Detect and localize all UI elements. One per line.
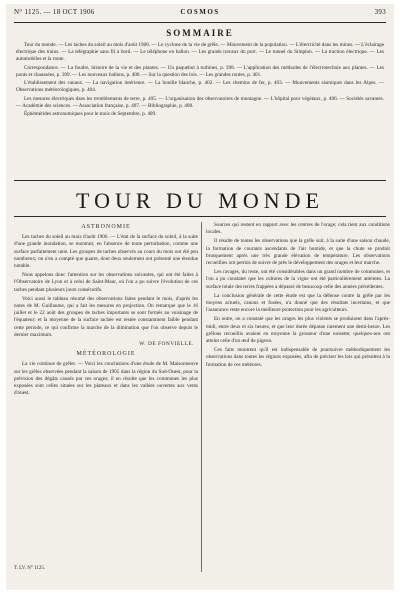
article-paragraph: Les taches du soleil au mois d'août 1906. — L'état de la surface du soleil, à la suite d'une grande inondation, se montrait, en l'absence de toute perturbation, comme une surface parfaitement unie. Les groupes de taches observés au cours du mois ont été peu nombreux; on n'en a compté que quatre, dont deux seulement ont présenté une étendue notable.	[14, 234, 198, 270]
sommaire-paragraph: Les mesures électriques dans les tremblements de terre, p. 405. — L'organisation des observatoires de montagne. — L'hôpital pour végétaux, p. 406. — Sociétés savantes. — Académie des sciences. — Association française, p. 407. — Bibliographie, p. 408.	[16, 95, 384, 109]
sommaire-paragraph: Tour du monde. — Les taches du soleil au mois d'août 1906. — Le cyclone de la vie de grêle. — Mouvement de la population. — L'électricité dans les mines. — L'éclairage électrique des trains. — La télégraphie sans fil à bord. — Le téléphone en ballon. — Les grands travaux du port. — Le tunnel du Simplon. — La traction électrique. — Les automobiles et la route.	[16, 42, 384, 62]
sommaire-paragraph: Éphémérides astronomiques pour le mois de Septembre, p. 409.	[24, 111, 157, 117]
astronomy-heading: ASTRONOMIE	[81, 224, 131, 230]
meteorology-heading: MÉTÉOROLOGIE	[76, 351, 136, 358]
sommaire-text	[16, 42, 384, 178]
sommaire-paragraph: Correspondance. — La foudre, histoire de la vie et des plantes. — Un paquebot à turbines, p. 398. — L'application des méthodes de l'électrotechnie aux plantes. — Les ponts et chaussées, p. 399. — Les nouveaux ballons, p. 400. — Sur la question des lois. — Les grandes routes, p. 401.	[16, 64, 384, 78]
right-column	[206, 222, 390, 572]
header-rule	[14, 22, 386, 23]
page-number: 393	[374, 8, 386, 16]
journal-title: COSMOS	[180, 8, 220, 16]
article-paragraph: Sources qui restent en rapport avec les centres de l'orage; cela tient aux conditions locales.	[206, 222, 390, 236]
section-title: TOUR DU MONDE	[76, 188, 324, 213]
article-paragraph: La vie continue de grêler. — Voici les conclusions d'une étude de M. Maisonneuve sur les grêles observées pendant la saison de 1905 dans la région du Sud-Ouest, pour la prévision des dégâts causés par ces orages; il en résulte que les communes les plus exposées sont celles situées sur les plateaux et dans les vallées ouvertes aux vents d'ouest.	[14, 361, 198, 397]
sommaire-heading: SOMMAIRE	[166, 28, 234, 38]
section-rule	[14, 216, 386, 217]
article-paragraph: Nous appelons donc l'attention sur les observations suivantes, qui ont été faites à l'Observatoire de Lyon et à celui de Saint-Maur, où l'on a pu suivre l'évolution de ces taches pendant plusieurs jours consécutifs.	[14, 272, 198, 293]
column-divider	[201, 222, 202, 572]
article-paragraph: En outre, on a constaté que les orages les plus violents se produisent dans l'après-midi, entre deux et six heures, et que leur durée dépasse rarement une demi-heure. Les grêlons recueillis avaient en moyenne la grosseur d'une noisette; quelques-uns ont atteint celle d'un œuf de pigeon.	[206, 316, 390, 345]
article-paragraph: La conclusion générale de cette étude est que la défense contre la grêle par les moyens actuels, canons et fusées, n'a donné que des résultats incertains, et que l'assurance reste encore la meilleure protection pour les agriculteurs.	[206, 292, 390, 314]
article-paragraph: Les ravages, du reste, ont été considérables dans un grand nombre de communes, et l'on a pu constater que les cultures de la vigne ont été particulièrement atteintes. La surface totale des terres frappées a dépassé de beaucoup celle des années précédentes.	[206, 269, 390, 290]
article-paragraph: Voici aussi le tableau résumé des observations faites pendant le mois, d'après les notes de M. Guillaume, qui a fait les mesures en projection. On remarque que le 16 juillet et le 22 août des groupes de taches importants se sont formés au voisinage de l'équateur; et la moyenne de la surface tachée est restée constamment faible pendant cette période, ce qui confirme la marche de la diminution que l'on observe depuis le dernier maximum.	[14, 295, 198, 338]
article-paragraph: Ces faits montrent qu'il est indispensable de poursuivre méthodiquement les observations dans toutes les régions exposées, afin de préciser les lois qui président à la formation de ces météores.	[206, 347, 390, 368]
page-header	[14, 8, 386, 22]
volume-footer: T. LV. N° 1125.	[14, 565, 46, 571]
author-signature: W. DE FONVIELLE.	[139, 341, 194, 348]
issue-number: N° 1125. — 18 OCT 1906	[14, 8, 95, 16]
newspaper-page	[6, 4, 394, 590]
left-column	[14, 222, 198, 572]
sommaire-rule	[14, 180, 386, 181]
sommaire-paragraph: L'établissement des canaux. — La navigation intérieure. — La houille blanche, p. 402. — Les chemins de fer, p. 403. — Mouvements sismiques dans les Alpes. — Observations météorologiques, p. 404.	[16, 80, 384, 93]
article-paragraph: Il résulte de toutes les observations que la grêle suit, à la suite d'une saison chaude, la formation de courants ascendants de l'air humide, et que la chute se produit brusquement après une très grande élévation de température. Les observations recueillies ont permis de suivre de près le développement des orages et leur marche.	[206, 238, 390, 267]
